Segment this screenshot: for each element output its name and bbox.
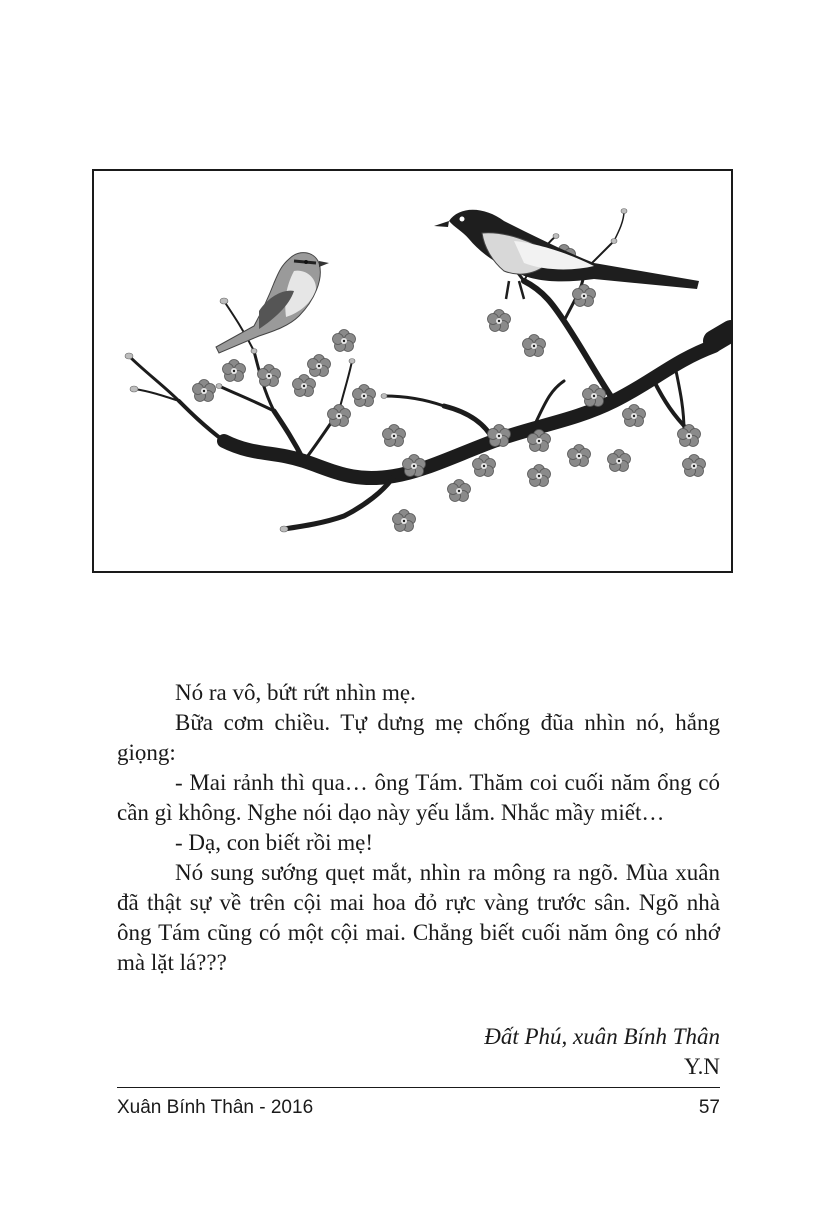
plum-branch (129, 211, 731, 529)
page-footer (117, 1094, 720, 1122)
magpie-bird (434, 210, 699, 299)
footer-issue-title: Xuân Bính Thân - 2016 (117, 1097, 314, 1118)
illustration-frame (92, 169, 733, 573)
story-paragraph: Bữa cơm chiều. Tự dưng mẹ chống đũa nhìn nó, hắng giọng: (117, 710, 720, 765)
signoff-place-date: Đất Phú, xuân Bính Thân (484, 1024, 720, 1049)
birds-on-branch-illustration (94, 171, 731, 571)
story-text (117, 678, 720, 978)
footer-divider (117, 1087, 720, 1088)
story-paragraph: - Mai rảnh thì qua… ông Tám. Thăm coi cuối năm ổng có cần gì không. Nghe nói dạo này yếu lắm. Nhắc mầy miết… (117, 770, 720, 825)
story-paragraph: Nó sung sướng quẹt mắt, nhìn ra mông ra ngõ. Mùa xuân đã thật sự về trên cội mai hoa đỏ rực vàng trước sân. Ngõ nhà ông Tám cũng có một cội mai. Chẳng biết cuối năm ông có nhớ mà lặt lá??? (117, 860, 720, 975)
footer-page-number: 57 (698, 1097, 720, 1118)
shrike-bird (216, 253, 329, 353)
signoff-author: Y.N (683, 1054, 720, 1079)
signoff (484, 1022, 720, 1082)
story-paragraph: Nó ra vô, bứt rứt nhìn mẹ. (175, 680, 416, 705)
story-paragraph: - Dạ, con biết rồi mẹ! (175, 830, 373, 855)
